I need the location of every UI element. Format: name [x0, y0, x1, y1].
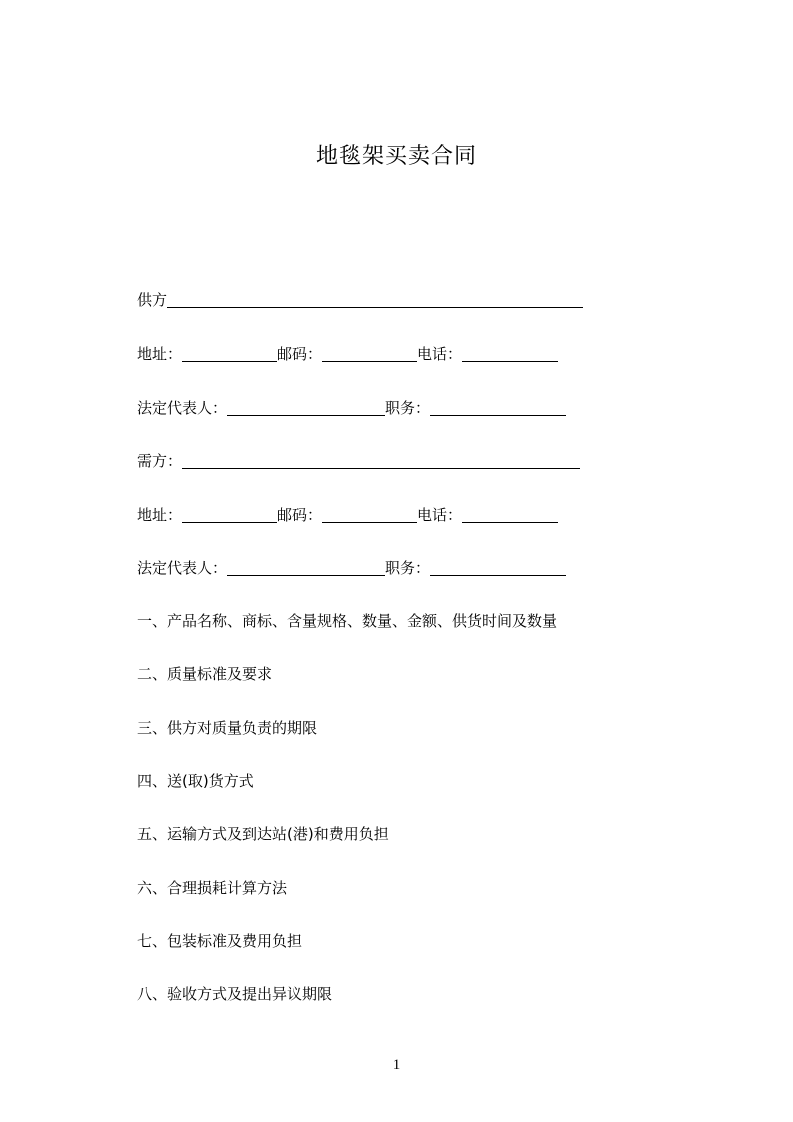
supplier-legal-rep-blank[interactable] — [227, 401, 385, 416]
supplier-postcode-label: 邮码： — [277, 345, 323, 363]
buyer-line — [137, 451, 580, 471]
buyer-phone-label: 电话： — [417, 506, 463, 524]
supplier-legal-rep-label: 法定代表人： — [137, 399, 228, 417]
buyer-postcode-label: 邮码： — [277, 506, 323, 524]
buyer-legal-rep-label: 法定代表人： — [137, 559, 228, 577]
supplier-position-blank[interactable] — [430, 401, 566, 416]
supplier-phone-label: 电话： — [417, 345, 463, 363]
buyer-legal-rep-blank[interactable] — [227, 561, 385, 576]
section-heading: 六、合理损耗计算方法 — [137, 879, 288, 897]
section-heading: 五、运输方式及到达站(港)和费用负担 — [137, 825, 389, 843]
section-heading: 二、质量标准及要求 — [137, 665, 273, 683]
supplier-name-blank[interactable] — [167, 293, 583, 308]
buyer-postcode-blank[interactable] — [322, 508, 417, 523]
buyer-legal-rep-line — [137, 558, 566, 578]
buyer-position-label: 职务： — [385, 559, 431, 577]
section-heading: 四、送(取)货方式 — [137, 772, 254, 790]
supplier-legal-rep-line — [137, 398, 566, 418]
supplier-address-blank[interactable] — [182, 347, 277, 362]
buyer-address-blank[interactable] — [182, 508, 277, 523]
supplier-label: 供方 — [137, 291, 168, 309]
supplier-position-label: 职务： — [385, 399, 431, 417]
section-heading: 八、验收方式及提出异议期限 — [137, 985, 333, 1003]
supplier-phone-blank[interactable] — [462, 347, 558, 362]
section-heading: 七、包装标准及费用负担 — [137, 932, 303, 950]
buyer-address-line — [137, 505, 558, 525]
buyer-address-label: 地址： — [137, 506, 183, 524]
page-number: 1 — [392, 1057, 401, 1073]
buyer-phone-blank[interactable] — [462, 508, 558, 523]
section-heading: 三、供方对质量负责的期限 — [137, 719, 318, 737]
section-heading: 一、产品名称、商标、含量规格、数量、金额、供货时间及数量 — [137, 612, 558, 630]
supplier-line — [137, 290, 583, 310]
buyer-label: 需方： — [137, 452, 183, 470]
supplier-address-line — [137, 344, 558, 364]
buyer-position-blank[interactable] — [430, 561, 566, 576]
supplier-address-label: 地址： — [137, 345, 183, 363]
supplier-postcode-blank[interactable] — [322, 347, 417, 362]
contract-title: 地毯架买卖合同 — [315, 144, 477, 169]
buyer-name-blank[interactable] — [182, 454, 580, 469]
